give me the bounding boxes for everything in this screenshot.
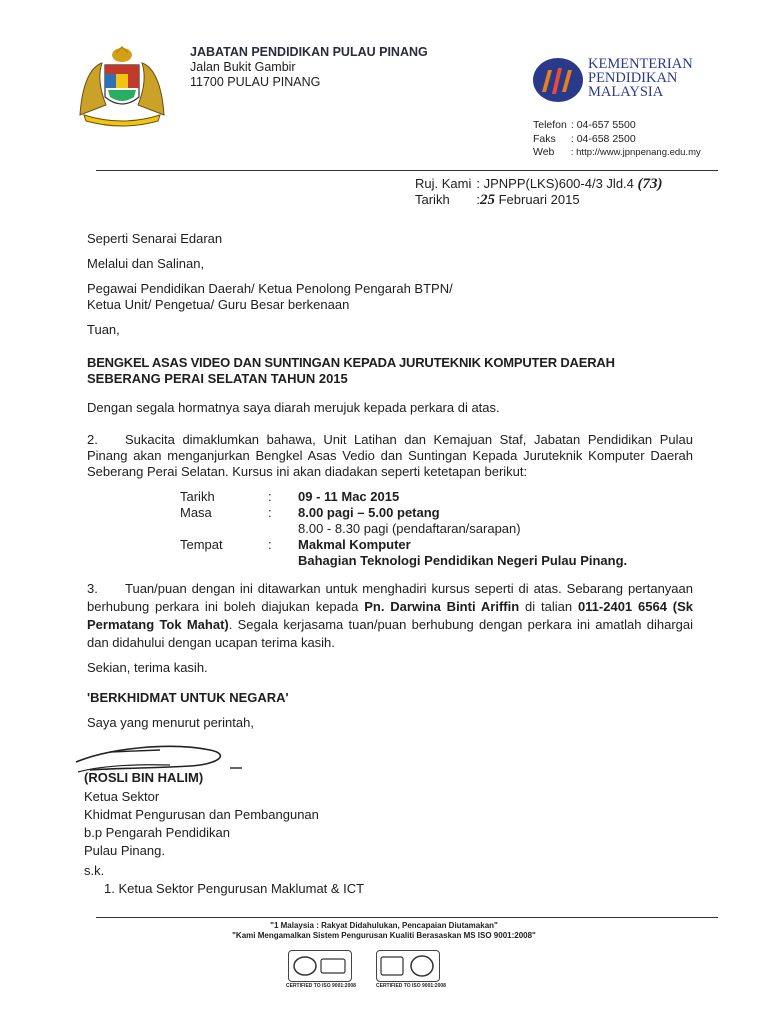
date-value: :25 Februari 2015 bbox=[476, 192, 580, 208]
paragraph-1: Dengan segala hormatnya saya diarah merujuk kepada perkara di atas. bbox=[87, 400, 500, 415]
header-divider bbox=[96, 170, 718, 171]
address-line-1: Jalan Bukit Gambir bbox=[190, 60, 296, 74]
paragraph-2 bbox=[87, 432, 693, 480]
schedule-time-value: 8.00 pagi – 5.00 petang bbox=[298, 505, 440, 520]
agency-address-block bbox=[190, 45, 428, 90]
paragraph-3-text-b: di talian bbox=[519, 599, 578, 614]
contact-block bbox=[533, 119, 705, 160]
schedule-venue-label: Tempat bbox=[180, 537, 223, 552]
ministry-name bbox=[588, 57, 693, 99]
contact-phone: 011-2401 6564 (Sk Permatang Tok Mahat) bbox=[87, 599, 693, 632]
paragraph-3-text-a: Tuan/puan dengan ini ditawarkan untuk menghadiri kursus seperti di atas. Sebarang pertanyaan berhubung perkara ini boleh diajukan kepada bbox=[87, 581, 693, 614]
signatory-title-3: b.p Pengarah Pendidikan bbox=[84, 825, 231, 840]
schedule-date-value: 09 - 11 Mac 2015 bbox=[298, 489, 400, 504]
certification-logo-2 bbox=[376, 950, 440, 982]
schedule-block bbox=[180, 489, 627, 569]
web-value: : http://www.jpnpenang.edu.my bbox=[570, 147, 701, 158]
schedule-time-label: Masa bbox=[180, 505, 212, 520]
via-line: Melalui dan Salinan, bbox=[87, 256, 205, 271]
schedule-colon: : bbox=[268, 489, 272, 504]
signatory-title-4: Pulau Pinang. bbox=[84, 843, 165, 858]
footer-taglines bbox=[0, 921, 768, 941]
coat-of-arms-logo bbox=[72, 45, 172, 127]
subject-line-2: SEBERANG PERAI SELATAN TAHUN 2015 bbox=[87, 371, 348, 386]
fax-value: : 04-658 2500 bbox=[570, 132, 636, 145]
schedule-colon: : bbox=[268, 505, 272, 520]
signatory-name: (ROSLI BIN HALIM) bbox=[84, 770, 204, 785]
cc-line-2: Ketua Unit/ Pengetua/ Guru Besar berkenaan bbox=[87, 297, 350, 312]
paragraph-2-text: Sukacita dimaklumkan bahawa, Unit Latihan dan Kemajuan Staf, Jabatan Pendidikan Pulau Pinang akan menganjurkan Bengkel Asas Vedio dan Suntingan Kepada Juruteknik Komputer Daerah Seberang Perai Selatan. Kursus ini akan diadakan seperti ketetapan berikut: bbox=[87, 432, 693, 479]
ministry-line-3: MALAYSIA bbox=[588, 84, 664, 100]
signatory-title-1: Ketua Sektor bbox=[84, 789, 160, 804]
recipient: Seperti Senarai Edaran bbox=[87, 231, 223, 246]
schedule-time-note: 8.00 - 8.30 pagi (pendaftaran/sarapan) bbox=[298, 521, 521, 536]
paragraph-3-number: 3. bbox=[87, 581, 98, 596]
salutation: Tuan, bbox=[87, 322, 120, 337]
ref-value: : JPNPP(LKS)600-4/3 Jld.4 (73) bbox=[476, 176, 663, 192]
iso-cert-icon bbox=[377, 951, 439, 981]
certification-logo-1 bbox=[288, 950, 352, 982]
address-line-2: 11700 PULAU PINANG bbox=[190, 75, 321, 89]
footer-tagline-1: "1 Malaysia : Rakyat Didahulukan, Pencapaian Diutamakan" bbox=[270, 921, 498, 930]
subject bbox=[87, 355, 693, 387]
schedule-venue-line-2: Bahagian Teknologi Pendidikan Negeri Pulau Pinang. bbox=[298, 553, 628, 568]
footer-tagline-2: "Kami Mengamalkan Sistem Pengurusan Kualiti Berasaskan MS ISO 9001:2008" bbox=[232, 931, 536, 940]
ref-label: Ruj. Kami bbox=[415, 176, 472, 191]
copies-label: s.k. bbox=[84, 863, 105, 878]
schedule-venue-line-1: Makmal Komputer bbox=[298, 537, 411, 552]
signatory-title-2: Khidmat Pengurusan dan Pembangunan bbox=[84, 807, 319, 822]
certification-caption-1: CERTIFIED TO ISO 9001:2008 bbox=[286, 983, 356, 989]
fax-label: Faks bbox=[533, 132, 556, 145]
ministry-logo bbox=[532, 56, 584, 104]
schedule-colon: : bbox=[268, 537, 272, 552]
cc-line-1: Pegawai Pendidikan Daerah/ Ketua Penolong Pengarah BTPN/ bbox=[87, 281, 453, 296]
subject-line-1: BENGKEL ASAS VIDEO DAN SUNTINGAN KEPADA JURUTEKNIK KOMPUTER DAERAH bbox=[87, 355, 615, 370]
footer-divider bbox=[96, 917, 718, 918]
phone-label: Telefon bbox=[533, 119, 567, 131]
ministry-line-1: KEMENTERIAN bbox=[588, 56, 693, 72]
phone-value: : 04-657 5500 bbox=[570, 119, 636, 131]
paragraph-3-text-c: . Segala kerjasama tuan/puan berhubung dengan perkara ini amatlah dihargai dan didahului dengan ucapan terima kasih. bbox=[87, 617, 693, 650]
copies-item-1: 1. Ketua Sektor Pengurusan Maklumat & ICT bbox=[104, 881, 365, 896]
reference-block bbox=[415, 176, 668, 208]
closing: Sekian, terima kasih. bbox=[87, 660, 208, 675]
date-label: Tarikh bbox=[415, 192, 450, 207]
agency-name: JABATAN PENDIDIKAN PULAU PINANG bbox=[190, 45, 428, 59]
certification-caption-2: CERTIFIED TO ISO 9001:2008 bbox=[376, 983, 446, 989]
paragraph-2-number: 2. bbox=[87, 432, 98, 447]
schedule-date-label: Tarikh bbox=[180, 489, 215, 504]
ministry-line-2: PENDIDIKAN bbox=[588, 70, 678, 86]
web-label: Web bbox=[533, 146, 555, 158]
paragraph-3 bbox=[87, 580, 693, 652]
motto: 'BERKHIDMAT UNTUK NEGARA' bbox=[87, 690, 289, 705]
iso-cert-icon bbox=[289, 951, 351, 981]
date-day-handwritten: 25 bbox=[479, 192, 495, 208]
contact-person: Pn. Darwina Binti Ariffin bbox=[364, 599, 520, 614]
ref-handwritten-number: (73) bbox=[637, 176, 663, 192]
sign-off: Saya yang menurut perintah, bbox=[87, 715, 254, 730]
